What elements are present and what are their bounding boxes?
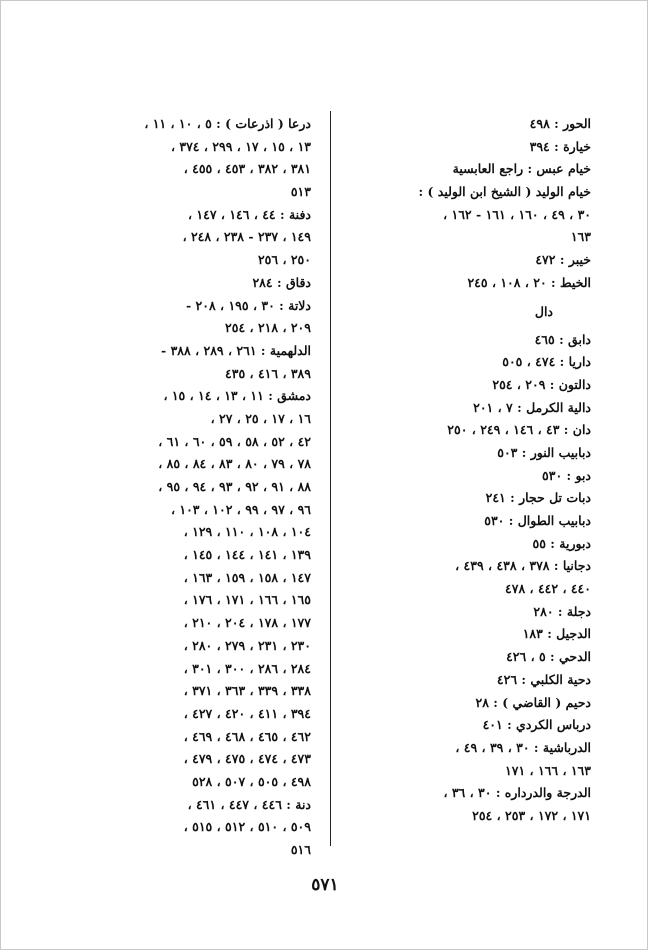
index-entry: ١٤٩ ، ٢٣٧ - ٢٣٨ ، ٢٤٨ ، [182, 229, 311, 245]
index-entry: خيارة : ٣٩٤ [529, 138, 591, 154]
index-entry: ٣٣٨ ، ٣٣٩ ، ٣٦٣ ، ٣٧١ ، [183, 683, 311, 699]
index-entry: ٤٩٨ ، ٥٠٥ ، ٥٠٧ ، ٥٢٨ [192, 773, 311, 789]
index-entry: دجانيا : ٣٧٨ ، ٤٣٨ ، ٤٣٩ ، [455, 558, 591, 574]
index-entry: دبات تل حجار : ٢٤١ [485, 490, 591, 506]
index-entry: ٣٨١ ، ٣٨٢ ، ٤٥٣ ، ٤٥٥ ، [183, 161, 311, 177]
index-entry: دبابيب الطوال : ٥٣٠ [484, 513, 591, 528]
index-entry: الدرجة والدرداره : ٣٠ ، ٣٦ ، [443, 785, 591, 801]
index-entry: دلاتة : ٣٠ ، ١٩٥ ، ٢٠٨ - [186, 297, 311, 313]
index-entry: ١٦ ، ١٧ ، ٢٥ ، ٢٧ ، [210, 410, 311, 426]
section-title: دال [534, 303, 553, 319]
index-entry: الدرباشية : ٣٠ ، ٣٩ ، ٤٩ ، [455, 739, 591, 755]
index-entry: دبابيب النور : ٥٠٣ [497, 444, 591, 460]
index-entry: ٤٧٣ ، ٤٧٤ ، ٤٧٥ ، ٤٧٩ ، [183, 751, 311, 767]
index-entry: درباس الكردي : ٤٠١ [482, 717, 591, 733]
index-entry: الدجيل : ١٨٣ [522, 626, 591, 642]
index-entry: الخيط : ٢٠ ، ١٠٨ ، ٢٤٥ [467, 274, 591, 290]
index-entry: ١٦٥ ، ١٦٦ ، ١٧١ ، ١٧٦ ، [183, 592, 311, 608]
index-entry: دالتون : ٢٠٩ ، ٢٥٤ [492, 376, 591, 392]
index-entry: ٥١٦ [290, 842, 311, 857]
index-entry: خيبر : ٤٧٢ [535, 252, 591, 268]
index-entry: ١٧٧ ، ١٧٨ ، ٢٠٤ ، ٢١٠ ، [183, 615, 311, 631]
index-entry: ٣٠ ، ٤٩ ، ١٦٠ ، ١٦١ - ١٦٢ ، [443, 206, 591, 222]
index-entry: الدحي : ٥ ، ٤٢٦ [506, 649, 591, 665]
index-entry: الدلهمية : ٢٦١ ، ٢٨٩ ، ٣٨٨ - [161, 342, 311, 358]
index-entry: ١٦٣ [570, 229, 591, 245]
index-entry: الحور : ٤٩٨ [529, 116, 591, 131]
index-entry: ٤٤٠ ، ٤٤٢ ، ٤٧٨ [505, 581, 591, 597]
index-entry: ٤٦٢ ، ٤٦٥ ، ٤٦٨ ، ٤٦٩ ، [183, 728, 311, 744]
index-entry: ١٣ ، ١٥ ، ١٧ ، ٢٩٩ ، ٣٧٤ ، [170, 138, 311, 154]
column-divider [330, 111, 331, 846]
index-entry: ١٦٣ ، ١٦٦ ، ١٧١ [505, 762, 591, 778]
index-entry: ٨٨ ، ٩١ ، ٩٢ ، ٩٣ ، ٩٤ ، ٩٥ ، [158, 479, 311, 494]
index-entry: ٢٣٠ ، ٢٣١ ، ٢٧٩ ، ٢٨٠ ، [183, 637, 311, 653]
index-entry: دمشق : ١١ ، ١٣ ، ١٤ ، ١٥ ، [163, 388, 311, 404]
index-entry: ٩٦ ، ٩٧ ، ٩٩ ، ١٠٢ ، ١٠٣ ، [170, 501, 311, 517]
index-entry: ٧٨ ، ٧٩ ، ٨٠ ، ٨٣ ، ٨٤ ، ٨٥ ، [158, 456, 311, 472]
index-entry: ١٧١ ، ١٧٢ ، ٢٥٣ ، ٢٥٤ [472, 807, 591, 823]
page-number: ٥٧١ [311, 875, 339, 895]
index-entry: ٢٨٤ ، ٢٨٦ ، ٣٠٠ ، ٣٠١ ، [183, 660, 311, 676]
index-entry: دقاق : ٢٨٤ [252, 274, 311, 290]
index-entry: ٤٢ ، ٥٢ ، ٥٨ ، ٥٩ ، ٦٠ ، ٦١ ، [158, 433, 311, 449]
left-column [33, 113, 311, 862]
index-entry: دبورية : ٥٥ [532, 535, 591, 551]
index-entry: دالية الكرمل : ٧ ، ٢٠١ [473, 399, 591, 415]
index-entry: ٣٨٩ ، ٤١٦ ، ٤٣٥ [225, 365, 311, 381]
index-entry: دان : ٤٣ ، ١٤٦ ، ٢٤٩ ، ٢٥٠ [447, 422, 591, 438]
index-entry: دفنة : ٤٤ ، ١٤٦ ، ١٤٧ ، [188, 206, 311, 222]
index-entry: درعا ( اذرعات ) : ٥ ، ١٠ ، ١١ ، [144, 116, 311, 131]
index-entry: ١٣٩ ، ١٤١ ، ١٤٤ ، ١٤٥ ، [183, 547, 311, 563]
index-entry: ٣٩٤ ، ٤١١ ، ٤٢٠ ، ٤٢٧ ، [183, 705, 311, 721]
index-entry: دحيم ( القاضي ) : ٢٨ [475, 694, 591, 710]
index-entry: دابق : ٤٦٥ [534, 331, 591, 347]
index-entry: دبو : ٥٣٠ [542, 467, 591, 483]
right-column [313, 113, 591, 828]
index-entry: داريا : ٤٧٤ ، ٥٠٥ [502, 354, 591, 370]
index-entry: ٢٠٩ ، ٢١٨ ، ٢٥٤ [225, 320, 311, 336]
index-entry: خيام الوليد ( الشيخ ابن الوليد ) : [418, 184, 591, 200]
index-entry: ١٤٧ ، ١٥٨ ، ١٥٩ ، ١٦٣ ، [183, 569, 311, 585]
index-entry: دنة : ٤٤٦ ، ٤٤٧ ، ٤٦١ ، [187, 796, 311, 812]
index-entry: خيام عبس : راجع العابسية [452, 161, 591, 177]
index-entry: ٥٠٩ ، ٥١٠ ، ٥١٢ ، ٥١٥ ، [183, 819, 311, 835]
index-entry: ٢٥٠ ، ٢٥٦ [257, 252, 311, 268]
index-entry: ١٠٤ ، ١٠٨ ، ١١٠ ، ١٢٩ ، [183, 524, 311, 540]
index-entry: ٥١٣ [290, 184, 311, 200]
index-entry: دحية الكلبي : ٤٢٦ [496, 671, 591, 687]
index-entry: دجلة : ٢٨٠ [533, 603, 591, 619]
